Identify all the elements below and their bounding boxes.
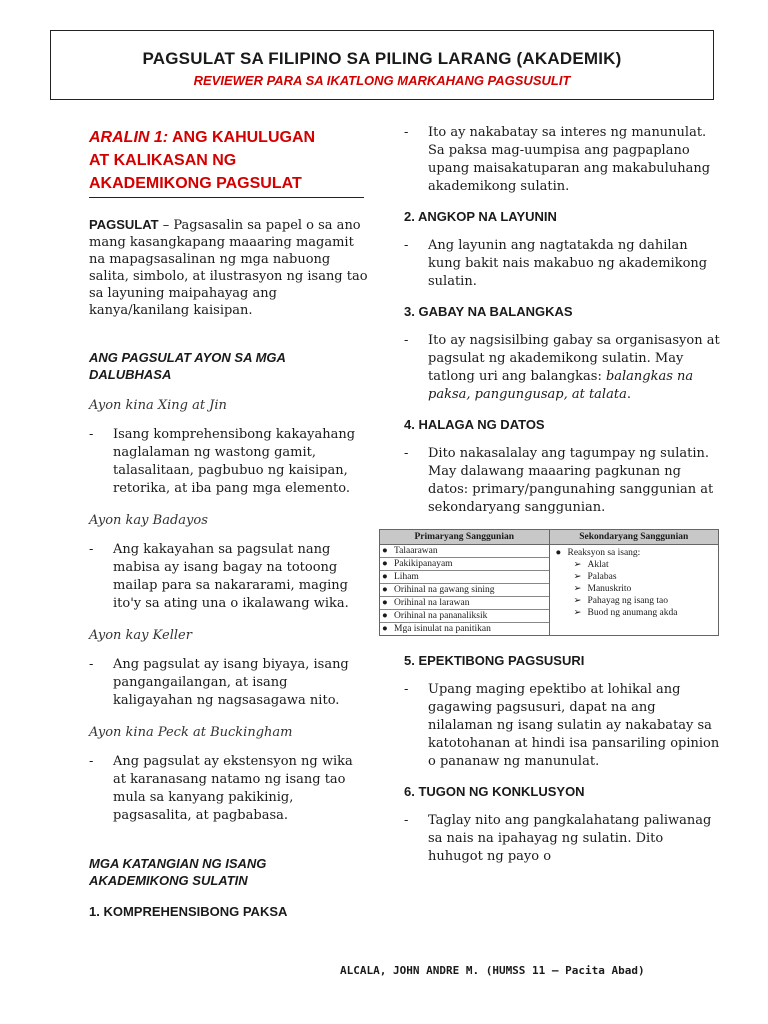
lesson-title-line-2: AT KALIKASAN NG xyxy=(89,152,237,169)
table-header-primary: Primaryang Sanggunian xyxy=(380,530,550,545)
table-header-secondary: Sekondaryang Sanggunian xyxy=(549,530,719,545)
section-heading-dalubhasa: ANG PAGSULAT AYON SA MGA DALUBHASA xyxy=(89,350,286,382)
item-text: - Upang maging epektibo at lohikal ang gagawing pagsusuri, dapat na ang nilalaman ng isang sulatin ay nakabatay sa katotohanan at hindi isa pansariling opinion o pananaw ng manunulat. xyxy=(404,682,720,769)
list-item: ● Talaarawan xyxy=(380,545,549,558)
source-name: Ayon kay Keller xyxy=(89,628,192,643)
source-quote: - Isang komprehensibong kakayahang naglalaman ng wastong gamit, talasalitaan, pagbubuo ng kaisipan, retorika, at iba pang mga elemento. xyxy=(89,427,356,496)
left-column xyxy=(89,118,369,920)
list-item: ➢ Pahayag ng isang tao xyxy=(573,596,668,606)
item-text: - Taglay nito ang pangkalahatang paliwanag sa nais na ipahayag ng sulatin. Dito huhugot ng payo o xyxy=(404,813,712,864)
source-quote: - Ang kakayahan sa pagsulat nang mabisa ay isang bagay na totoong mailap para sa nakararami, maging ito'y sa ating una o ikalawang wika. xyxy=(89,542,349,611)
source-quote: - Ang pagsulat ay isang biyaya, isang pangangailangan, at isang kaligayahan ng nagsasagawa nito. xyxy=(89,657,349,708)
source-name: Ayon kay Badayos xyxy=(89,513,208,528)
right-column xyxy=(382,118,722,866)
document-title: PAGSULAT SA FILIPINO SA PILING LARANG (AKADEMIK) xyxy=(142,49,622,68)
primary-list xyxy=(380,545,550,636)
item-heading: 2. ANGKOP NA LAYUNIN xyxy=(404,209,557,224)
title-box xyxy=(50,30,714,100)
item-text: - Dito nakasalalay ang tagumpay ng sulatin. May dalawang maaaring pagkunan ng datos: primary/pangunahing sanggunian at sekondaryang sanggunian. xyxy=(404,446,714,515)
footer-author: ALCALA, JOHN ANDRE M. (HUMSS 11 – Pacita Abad) xyxy=(340,964,645,977)
item-text: - Ito ay nakabatay sa interes ng manunulat. Sa paksa mag-uumpisa ang pagpaplano upang maisakatuparan ang makabuluhang akademikong sulatin. xyxy=(404,125,711,194)
lesson-label: ARALIN 1: xyxy=(89,129,169,146)
list-item: ● Pakikipanayam xyxy=(380,558,549,571)
list-item: ➢ Aklat xyxy=(573,560,609,570)
source-quote: - Ang pagsulat ay ekstensyon ng wika at karanasang natamo ng isang tao mula sa kanyang pakikinig, pagsasalita, at pagbabasa. xyxy=(89,754,353,823)
list-item: ➢ Palabas xyxy=(573,572,617,582)
item-heading: 5. EPEKTIBONG PAGSUSURI xyxy=(404,653,585,668)
lesson-title xyxy=(89,126,364,198)
list-item: ➢ Manuskrito xyxy=(573,584,632,594)
sources-table-wrapper xyxy=(379,529,719,636)
list-item: ● Reaksyon sa isang: xyxy=(555,548,641,558)
sources-table xyxy=(379,529,719,636)
section-heading-katangian: MGA KATANGIAN NG ISANG AKADEMIKONG SULATIN xyxy=(89,856,267,888)
item-heading: 3. GABAY NA BALANGKAS xyxy=(404,304,573,319)
item-heading: 4. HALAGA NG DATOS xyxy=(404,417,545,432)
definition-text: – Pagsasalin sa papel o sa ano mang kasangkapang maaaring magamit na mapagsasalinan ng mga nabuong salita, simbolo, at ilustrasyon ng isang tao sa layuning maipahayag ang kanya/kanilang kaisipan. xyxy=(89,218,368,318)
list-item: ● Mga isinulat na panitikan xyxy=(382,624,491,634)
lesson-title-line-3: AKADEMIKONG PAGSULAT xyxy=(89,175,302,192)
secondary-list xyxy=(549,545,719,636)
document-subtitle: REVIEWER PARA SA IKATLONG MARKAHANG PAGSUSULIT xyxy=(193,73,571,88)
definition-term: PAGSULAT xyxy=(89,217,159,232)
list-item: ➢ Buod ng anumang akda xyxy=(573,608,678,618)
lesson-title-line-1: ANG KAHULUGAN xyxy=(168,129,316,146)
item-text: - Ang layunin ang nagtatakda ng dahilan kung bakit nais makabuo ng akademikong sulatin. xyxy=(404,238,708,289)
list-item: ● Orihinal na pananaliksik xyxy=(380,610,549,623)
definition-paragraph xyxy=(89,216,369,319)
list-item: ● Orihinal na larawan xyxy=(380,597,549,610)
item-text: - Ito ay nagsisilbing gabay sa organisasyon at pagsulat ng akademikong sulatin. May tatlong uri ang balangkas: balangkas na paksa, pangungusap, at talata. xyxy=(404,333,720,402)
item-heading: 1. KOMPREHENSIBONG PAKSA xyxy=(89,904,288,919)
source-name: Ayon kina Xing at Jin xyxy=(89,398,227,413)
item-heading: 6. TUGON NG KONKLUSYON xyxy=(404,784,585,799)
list-item: ● Orihinal na gawang sining xyxy=(380,584,549,597)
list-item: ● Liham xyxy=(380,571,549,584)
source-name: Ayon kina Peck at Buckingham xyxy=(89,725,293,740)
